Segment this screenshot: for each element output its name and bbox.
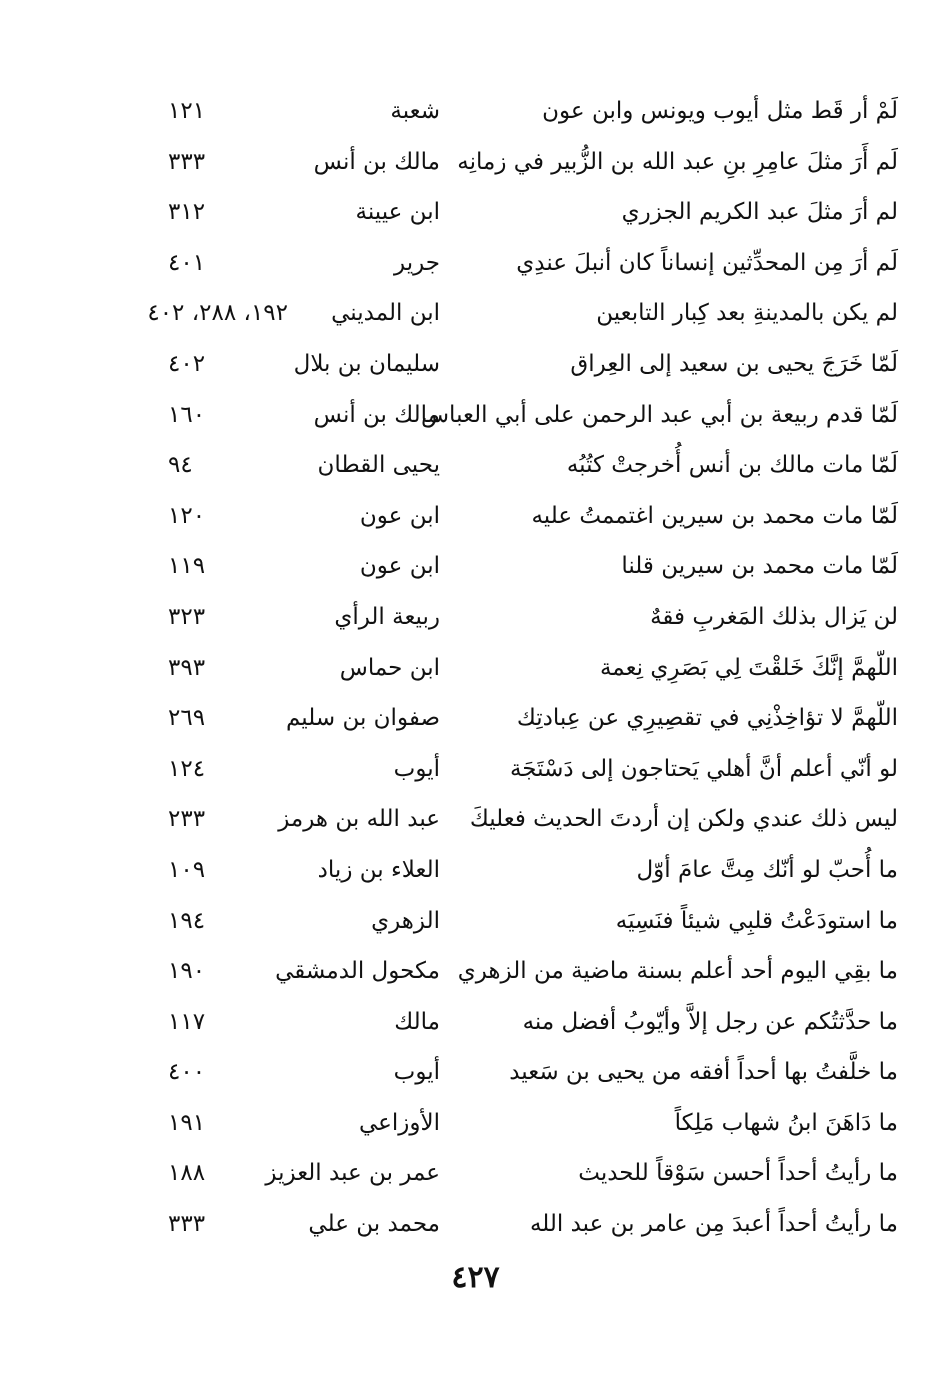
quote-text: لَمّا مات محمد بن سيرين قلنا — [621, 553, 898, 580]
quote-text: ما أُحبّ لو أنّك مِتَّ عامَ أوّل — [636, 856, 898, 883]
index-row — [160, 88, 910, 139]
index-row — [160, 442, 910, 493]
quote-text: لو أنّي أعلم أنَّ أهلي يَحتاجون إلى دَسْتَجَة — [509, 755, 898, 782]
narrator-name: ابن عون — [359, 502, 440, 529]
index-row — [160, 645, 910, 696]
narrator-name: ابن المديني — [331, 300, 440, 327]
page-reference: ١٢١ — [168, 98, 206, 124]
narrator-name: الزهري — [371, 907, 440, 934]
narrator-name: سليمان بن بلال — [293, 350, 440, 377]
page-reference: ١١٩ — [168, 553, 206, 580]
narrator-name: أيوب — [393, 755, 440, 782]
page-reference: ٤٠٠ — [168, 1059, 206, 1086]
narrator-name: عمر بن عبد العزيز — [265, 1160, 440, 1187]
index-row — [160, 594, 910, 645]
quote-text: لَمْ أر قَط مثل أيوب ويونس وابن عون — [542, 98, 898, 124]
page-reference: ١٩٢، ٢٨٨، ٤٠٢ — [147, 300, 288, 327]
index-row — [160, 999, 910, 1050]
narrator-name: يحيى القطان — [317, 452, 440, 479]
quote-text: اللّهمَّ لا تؤاخِذْنِي في تقصِيرِي عن عِبادتِك — [516, 705, 898, 732]
quote-text: ليس ذلك عندي ولكن إن أردتَ الحديث فعليكَ — [469, 806, 898, 833]
index-row — [147, 290, 910, 341]
quote-text: ما استودَعْتُ قلبِي شيئاً فنَسِيَه — [615, 907, 898, 934]
page-reference: ١٨٨ — [168, 1160, 206, 1187]
index-row — [160, 695, 910, 746]
index-row — [160, 948, 910, 999]
narrator-name: ابن عيينة — [355, 199, 440, 226]
page-reference: ١٢٠ — [168, 502, 206, 529]
narrator-name: شعبة — [390, 98, 440, 124]
page-reference: ٣٣٣ — [168, 148, 206, 175]
quote-text: ما حدَّثتُكم عن رجل إلاَّ وأيّوبُ أفضل منه — [522, 1008, 898, 1035]
quote-text: ما دَاهَنَ ابنُ شهاب مَلِكاً — [674, 1109, 898, 1136]
narrator-name: مالك — [394, 1008, 440, 1035]
page-reference: ٣٣٣ — [168, 1211, 206, 1238]
index-row — [160, 139, 910, 190]
page-reference: ١٢٤ — [168, 755, 206, 782]
page-reference: ٣١٢ — [168, 199, 206, 226]
narrator-name: أيوب — [393, 1059, 440, 1086]
page-reference: ٤٠١ — [168, 249, 206, 276]
page-reference: ٣٢٣ — [168, 603, 206, 630]
quote-text: لَم أرَ مِن المحدِّثين إنساناً كان أنبلَ عندِي — [516, 249, 898, 276]
page-reference: ١٠٩ — [168, 856, 206, 883]
quote-text: لن يَزال بذلك المَغربِ فقهٌ — [650, 603, 898, 630]
quote-text: ما رأيتُ أحداً أعبدَ مِن عامر بن عبد الله — [529, 1211, 898, 1238]
index-row — [160, 1049, 910, 1100]
quote-text: اللّهمَّ إنَّكَ خَلقْتَ لِي بَصَرِي نِعمة — [599, 654, 898, 681]
page-reference: ١٩٠ — [168, 958, 206, 985]
index-row — [160, 796, 910, 847]
narrator-name: الأوزاعي — [358, 1109, 440, 1136]
page-reference: ٢٦٩ — [168, 705, 206, 732]
page-reference: ٤٠٢ — [168, 350, 206, 377]
quote-text: ما رأيتُ أحداً أحسن سَوْقاً للحديث — [578, 1160, 898, 1187]
page-reference: ١٩١ — [168, 1109, 206, 1136]
quote-text: ما بقِي اليوم أحد أعلم بسنة ماضية من الزهري — [457, 958, 898, 985]
index-row — [160, 847, 910, 898]
index-row — [160, 240, 910, 291]
narrator-name: ربيعة الرأي — [334, 603, 440, 630]
index-row — [160, 1100, 910, 1151]
narrator-name: مالك بن أنس — [313, 401, 440, 428]
narrator-name: محمد بن علي — [308, 1211, 440, 1238]
quote-text: لَمّا قدم ربيعة بن أبي عبد الرحمن على أبي العباس — [420, 401, 898, 428]
page-reference: ٣٩٣ — [168, 654, 206, 681]
page-reference: ١٩٤ — [168, 907, 206, 934]
narrator-name: مالك بن أنس — [313, 148, 440, 175]
narrator-name: عبد الله بن هرمز — [278, 806, 440, 833]
index-row — [160, 1201, 910, 1252]
index-row — [160, 341, 910, 392]
narrator-name: ابن حماس — [339, 654, 440, 681]
page-reference: ١٦٠ — [168, 401, 206, 428]
index-row — [160, 493, 910, 544]
narrator-name: ابن عون — [359, 553, 440, 580]
index-row — [160, 898, 910, 949]
quote-text: لَمّا مات محمد بن سيرين اغتممتُ عليه — [531, 502, 898, 529]
page-reference: ٩٤ — [168, 452, 193, 479]
page-reference: ٢٣٣ — [168, 806, 206, 833]
index-list — [147, 88, 910, 1252]
page-reference: ١١٧ — [168, 1008, 206, 1035]
narrator-name: مكحول الدمشقي — [275, 958, 440, 985]
narrator-name: صفوان بن سليم — [286, 705, 440, 732]
quote-text: ما خلَّفتُ بها أحداً أفقه من يحيى بن سَعيد — [509, 1059, 898, 1086]
index-row — [160, 392, 910, 443]
quote-text: لم يكن بالمدينةِ بعد كِبار التابعين — [596, 300, 898, 327]
narrator-name: جرير — [394, 249, 440, 276]
index-row — [160, 746, 910, 797]
quote-text: لَمّا خَرَجَ يحيى بن سعيد إلى العِراق — [570, 350, 898, 377]
page-number: ٤٢٧ — [451, 1260, 500, 1295]
narrator-name: العلاء بن زياد — [317, 856, 440, 883]
quote-text: لَم أَرَ مثلَ عامِرِ بنِ عبد الله بن الزُّبير في زمانِه — [457, 148, 898, 175]
index-row — [160, 543, 910, 594]
index-row — [160, 189, 910, 240]
index-row — [160, 1150, 910, 1201]
quote-text: لَمّا مات مالك بن أنس أُخرجتْ كتُبُه — [566, 452, 898, 479]
quote-text: لم أرَ مثلَ عبد الكريم الجزري — [621, 199, 898, 226]
